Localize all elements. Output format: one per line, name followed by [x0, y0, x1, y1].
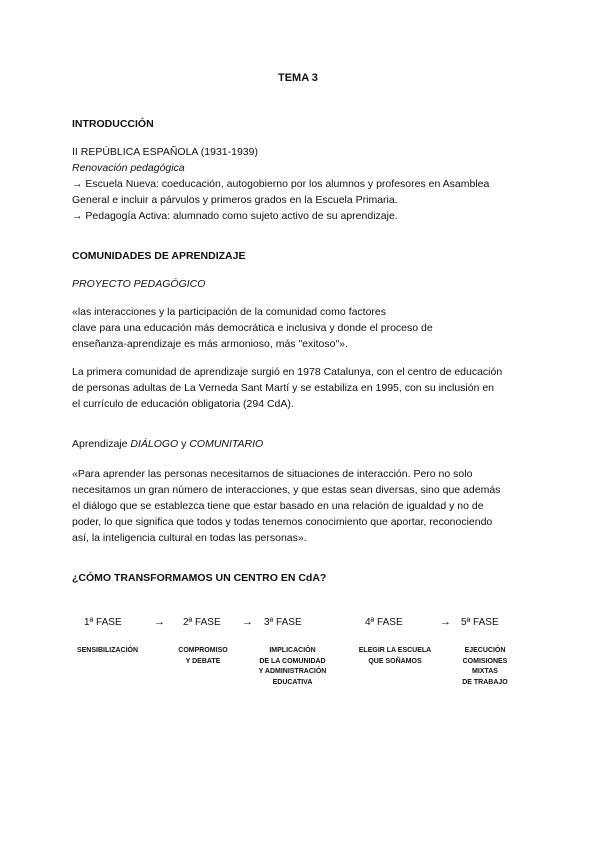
renovation-line: Renovación pedagógica [72, 162, 185, 174]
history-line: de personas adultas de La Verneda Sant Martí y se estabiliza en 1995, con su inclusión en [72, 382, 495, 394]
transform-heading: ¿CÓMO TRANSFORMAMOS UN CENTRO EN CdA? [72, 572, 327, 584]
quote2-line: necesitamos un gran número de interacciones, y que estas sean diversas, sino que además [72, 484, 501, 496]
phase-2-name: 2ª FASE [183, 617, 221, 628]
quote-line: «las interacciones y la participación de la comunidad como factores [72, 306, 387, 318]
learning-heading [72, 436, 263, 453]
phase-1-label: SENSIBILIZACIÓN [76, 647, 139, 654]
learning-prefix: Aprendizaje [72, 438, 131, 450]
quote-line: clave para una educación más democrática e inclusiva y donde el proceso de [72, 322, 433, 334]
learning-community: COMUNITARIO [189, 438, 264, 450]
quote2-line: así, la inteligencia cultural en todas las personas». [72, 532, 307, 544]
history-line: el currículo de educación obligatoria (294 CdA). [72, 398, 294, 410]
quote2-line: el diálogo que se establezca tiene que estar basado en una relación de igualdad y no de [72, 500, 484, 512]
phase-5-name: 5ª FASE [461, 617, 499, 628]
arrow-icon: → [440, 616, 451, 628]
phase-3-label: IMPLICACIÓN DE LA COMUNIDAD Y ADMINISTRACIÓN EDUCATIVA [258, 647, 327, 686]
learning-y: y [178, 438, 190, 450]
republic-line: II REPÚBLICA ESPAÑOLA (1931-1939) [72, 146, 258, 158]
escuela-nueva-line-2: General e incluir a párvulos y primeros grados en la Escuela Primaria. [72, 194, 398, 206]
phase-1-name: 1ª FASE [84, 617, 122, 628]
communities-heading: COMUNIDADES DE APRENDIZAJE [72, 250, 246, 262]
project-subheading: PROYECTO PEDAGÓGICO [72, 278, 206, 290]
phase-2-label: COMPROMISO Y DEBATE [178, 647, 228, 665]
phase-3-name: 3ª FASE [264, 617, 302, 628]
intro-heading: INTRODUCCIÓN [72, 118, 154, 130]
phase-4-label: ELEGIR LA ESCUELA QUE SOÑAMOS [358, 647, 432, 665]
learning-dialog: DIÁLOGO [130, 438, 179, 450]
phase-4-name: 4ª FASE [365, 617, 403, 628]
phase-5-label: EJECUCIÓN COMISIONES MIXTAS DE TRABAJO [462, 647, 508, 686]
quote2-line: «Para aprender las personas necesitamos de situaciones de interacción. Pero no solo [72, 468, 473, 480]
history-line: La primera comunidad de aprendizaje surgió en 1978 Catalunya, con el centro de educación [72, 366, 503, 378]
quote2-line: poder, lo que significa que todos y todas tenemos conocimiento que aportar, reconociendo [72, 516, 493, 528]
arrow-icon: → [154, 616, 165, 628]
page-title: TEMA 3 [278, 72, 318, 84]
arrow-icon: → [242, 616, 253, 628]
pedagogia-activa-line: → Pedagogía Activa: alumnado como sujeto activo de su aprendizaje. [72, 210, 398, 222]
escuela-nueva-line: → Escuela Nueva: coeducación, autogobierno por los alumnos y profesores en Asamblea [72, 178, 490, 190]
quote-line: enseñanza-aprendizaje es más armonioso, más "exitoso"». [72, 338, 348, 350]
